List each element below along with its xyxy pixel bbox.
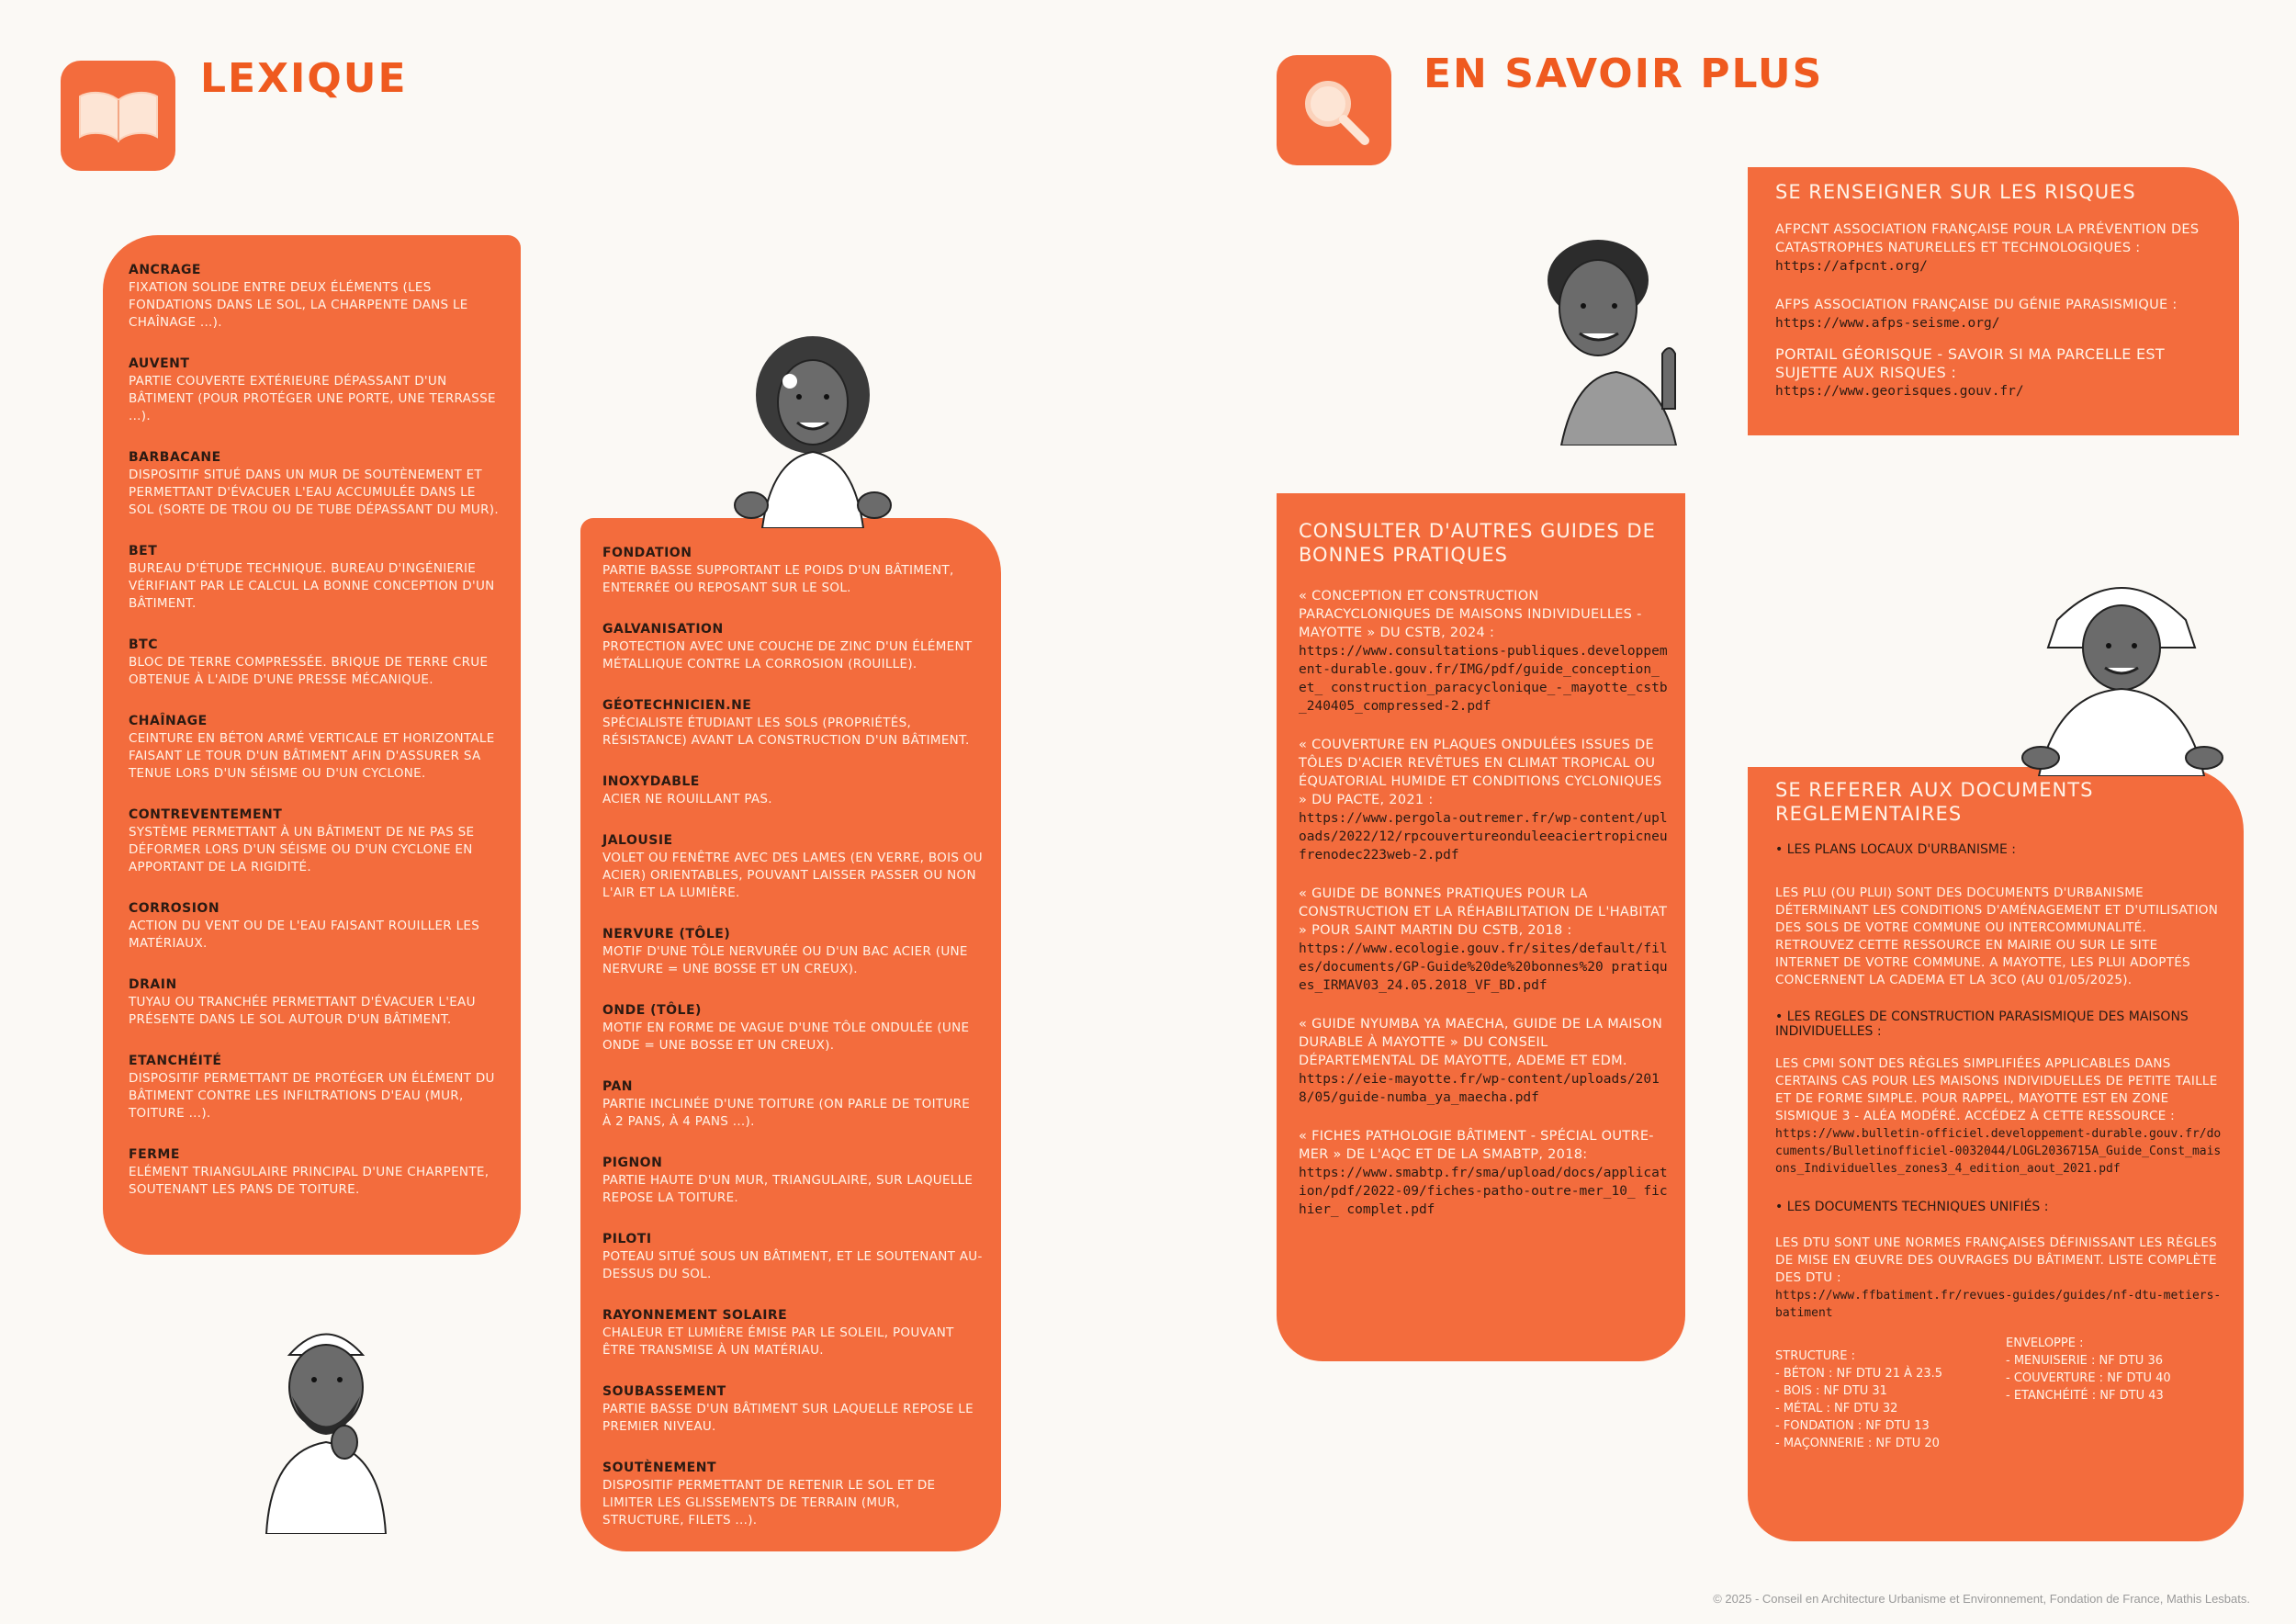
- lexicon-term: ANCRAGE: [129, 263, 201, 277]
- lexicon-definition: ELÉMENT TRIANGULAIRE PRINCIPAL D'UNE CHARPENTE, SOUTENANT LES PANS DE TOITURE.: [129, 1165, 490, 1197]
- lexicon-entry: [602, 774, 983, 808]
- regs-heading: SE REFERER AUX DOCUMENTS REGLEMENTAIRES: [1775, 779, 2094, 825]
- lexicon-entry: [602, 1232, 983, 1283]
- lexique-card-2: [580, 518, 1001, 1551]
- lexicon-term: ONDE (TÔLE): [602, 1003, 702, 1018]
- lexicon-definition: FIXATION SOLIDE ENTRE DEUX ÉLÉMENTS (LES FONDATIONS DANS LE SOL, LA CHARPENTE DANS LE CHAÎNAGE ...).: [129, 280, 468, 330]
- dtu-envelope-item: - ETANCHÉITÉ : NF DTU 43: [2006, 1389, 2164, 1403]
- lexicon-term: ETANCHÉITÉ: [129, 1054, 222, 1068]
- lexicon-definition: PROTECTION AVEC UNE COUCHE DE ZINC D'UN ÉLÉMENT MÉTALLIQUE CONTRE LA CORROSION (ROUILLE).: [602, 639, 973, 671]
- guide-2-text: « COUVERTURE EN PLAQUES ONDULÉES ISSUES DE TÔLES D'ACIER REVÊTUES EN CLIMAT TROPICAL OU ÉQUATORIAL HUMIDE ET CONDITIONS CYCLONIQUES » DU PACTE, 2021 :: [1299, 738, 1662, 807]
- regs-dtu-text: LES DTU SONT UNE NORMES FRANÇAISES DÉFINISSANT LES RÈGLES DE MISE EN ŒUVRE DES OUVRAGES DU BÂTIMENT. LISTE COMPLÈTE DES DTU :: [1775, 1235, 2218, 1285]
- lexicon-term: INOXYDABLE: [602, 774, 700, 789]
- lexique-title: LEXIQUE: [200, 55, 408, 102]
- dtu-structure-item: - MÉTAL : NF DTU 32: [1775, 1402, 1898, 1415]
- dtu-list: [1775, 1335, 2223, 1452]
- lexicon-entry: [602, 833, 983, 902]
- lexicon-term: BTC: [129, 637, 158, 652]
- lexicon-term: PILOTI: [602, 1232, 652, 1246]
- risks-afpcnt-link[interactable]: https://afpcnt.org/: [1775, 259, 1928, 274]
- risks-georisque-link[interactable]: https://www.georisques.gouv.fr/: [1775, 384, 2024, 399]
- lexicon-entry: [129, 263, 502, 332]
- dtu-structure-title: STRUCTURE :: [1775, 1349, 1856, 1363]
- lexicon-entry: [129, 356, 502, 425]
- lexicon-definition: VOLET OU FENÊTRE AVEC DES LAMES (EN VERRE, BOIS OU ACIER) ORIENTABLES, POUVANT LAISSER PASSER OU NON L'AIR ET LA LUMIÈRE.: [602, 851, 983, 900]
- lexicon-definition: PARTIE BASSE SUPPORTANT LE POIDS D'UN BÂTIMENT, ENTERRÉE OU REPOSANT SUR LE SOL.: [602, 563, 954, 595]
- lexicon-term: BARBACANE: [129, 450, 221, 465]
- regs-bullet-parasismique: • LES REGLES DE CONSTRUCTION PARASISMIQUE DES MAISONS INDIVIDUELLES :: [1775, 1009, 2189, 1039]
- lexicon-definition: CHALEUR ET LUMIÈRE ÉMISE PAR LE SOLEIL, POUVANT ÊTRE TRANSMISE À UN MATÉRIAU.: [602, 1325, 954, 1358]
- regs-card: [1748, 767, 2244, 1541]
- lexicon-term: SOUBASSEMENT: [602, 1384, 726, 1399]
- lexicon-term: CHAÎNAGE: [129, 714, 208, 728]
- dtu-envelope-title: ENVELOPPE :: [2006, 1336, 2084, 1350]
- lexicon-definition: PARTIE COUVERTE EXTÉRIEURE DÉPASSANT D'UN BÂTIMENT (POUR PROTÉGER UNE PORTE, UNE TERRASSE ...).: [129, 374, 496, 423]
- regs-bullet-plu: • LES PLANS LOCAUX D'URBANISME :: [1775, 842, 2016, 857]
- dtu-structure-item: - FONDATION : NF DTU 13: [1775, 1419, 1930, 1433]
- lexicon-term: RAYONNEMENT SOLAIRE: [602, 1308, 788, 1323]
- lexicon-definition: BUREAU D'ÉTUDE TECHNIQUE. BUREAU D'INGÉNIERIE VÉRIFIANT PAR LE CALCUL LA BONNE CONCEPTION D'UN BÂTIMENT.: [129, 561, 495, 611]
- lexicon-term: JALOUSIE: [602, 833, 673, 848]
- lexicon-term: BET: [129, 544, 158, 558]
- lexicon-definition: DISPOSITIF SITUÉ DANS UN MUR DE SOUTÈNEMENT ET PERMETTANT D'ÉVACUER L'EAU ACCUMULÉE DANS LE SOL (SORTE DE TROU OU DE TUBE DÉPASSANT DU MUR).: [129, 468, 499, 517]
- lexicon-definition: MOTIF D'UNE TÔLE NERVURÉE OU D'UN BAC ACIER (UNE NERVURE = UNE BOSSE ET UN CREUX).: [602, 944, 968, 976]
- dtu-structure-item: - MAÇONNERIE : NF DTU 20: [1775, 1437, 1940, 1450]
- woman-with-flower-illustration: [726, 331, 900, 528]
- lexicon-entry: [602, 698, 983, 750]
- lexicon-definition: PARTIE INCLINÉE D'UNE TOITURE (ON PARLE DE TOITURE À 2 PANS, À 4 PANS ...).: [602, 1097, 971, 1129]
- lexicon-definition: PARTIE BASSE D'UN BÂTIMENT SUR LAQUELLE REPOSE LE PREMIER NIVEAU.: [602, 1402, 974, 1434]
- lexicon-entry: [129, 901, 502, 953]
- lexicon-entry: [602, 1308, 983, 1359]
- woman-with-headscarf-illustration: [2020, 565, 2227, 776]
- lexicon-definition: BLOC DE TERRE COMPRESSÉE. BRIQUE DE TERRE CRUE OBTENUE À L'AIDE D'UNE PRESSE MÉCANIQUE.: [129, 655, 489, 687]
- lexicon-entry: [602, 622, 983, 673]
- regs-cpmi-link[interactable]: https://www.bulletin-officiel.developpement-durable.gouv.fr/documents/Bulletinofficiel-0032044/LOGL2036715A_Guide_Const_maisons_Individuelles_zones3_4_edition_aout_2021.pdf: [1775, 1127, 2222, 1176]
- risks-georisque-text: PORTAIL GÉORISQUE - SAVOIR SI MA PARCELLE EST SUJETTE AUX RISQUES :: [1775, 345, 2165, 381]
- lexicon-entry: [129, 714, 502, 783]
- man-pointing-illustration: [1525, 225, 1694, 445]
- lexicon-term: NERVURE (TÔLE): [602, 927, 731, 942]
- lexicon-entry: [602, 1156, 983, 1207]
- lexicon-entry: [129, 1147, 502, 1199]
- risks-heading: SE RENSEIGNER SUR LES RISQUES: [1775, 181, 2136, 203]
- lexicon-definition: MOTIF EN FORME DE VAGUE D'UNE TÔLE ONDULÉE (UNE ONDE = UNE BOSSE ET UN CREUX).: [602, 1021, 970, 1053]
- lexicon-term: PIGNON: [602, 1156, 663, 1170]
- dtu-structure-item: - BÉTON : NF DTU 21 À 23.5: [1775, 1367, 1943, 1381]
- risks-afps-link[interactable]: https://www.afps-seisme.org/: [1775, 316, 2000, 331]
- guide-2-link[interactable]: https://www.pergola-outremer.fr/wp-content/uploads/2022/12/rpcouvertureonduleeaciertropicneufrenodec223web-2.pdf: [1299, 811, 1668, 863]
- lexicon-definition: POTEAU SITUÉ SOUS UN BÂTIMENT, ET LE SOUTENANT AU-DESSUS DU SOL.: [602, 1249, 983, 1281]
- flower-icon: [782, 374, 797, 389]
- guide-4-link[interactable]: https://eie-mayotte.fr/wp-content/uploads/2018/05/guide-numba_ya_maecha.pdf: [1299, 1072, 1660, 1105]
- lexicon-entry: [129, 1054, 502, 1122]
- lexicon-term: FONDATION: [602, 546, 692, 560]
- lexicon-definition: ACIER NE ROUILLANT PAS.: [602, 792, 772, 806]
- guide-1-link[interactable]: https://www.consultations-publiques.developpement-durable.gouv.fr/IMG/pdf/guide_conception_ et_ construction_paracyclonique_-_mayotte_cstb_240405_compressed-2.pdf: [1299, 644, 1668, 714]
- lexicon-entry: [129, 450, 502, 519]
- lexicon-entry: [602, 1384, 983, 1436]
- lexicon-definition: DISPOSITIF PERMETTANT DE RETENIR LE SOL ET DE LIMITER LES GLISSEMENTS DE TERRAIN (MUR, STRUCTURE, FILETS ...).: [602, 1478, 936, 1528]
- lexicon-definition: DISPOSITIF PERMETTANT DE PROTÉGER UN ÉLÉMENT DU BÂTIMENT CONTRE LES INFILTRATIONS D'EAU (MUR, TOITURE ...).: [129, 1071, 495, 1121]
- risks-card: [1748, 167, 2239, 435]
- lexicon-term: DRAIN: [129, 977, 177, 992]
- lexicon-entry: [129, 544, 502, 613]
- lexicon-definition: PARTIE HAUTE D'UN MUR, TRIANGULAIRE, SUR LAQUELLE REPOSE LA TOITURE.: [602, 1173, 974, 1205]
- magnifier-icon: [1293, 69, 1376, 152]
- lexicon-entry: [602, 546, 983, 597]
- lexicon-term: GALVANISATION: [602, 622, 724, 637]
- guide-3-text: « GUIDE DE BONNES PRATIQUES POUR LA CONSTRUCTION ET LA RÉHABILITATION DE L'HABITAT » POUR SAINT MARTIN DU CSTB, 2018 :: [1299, 886, 1668, 938]
- lexique-card-1: [103, 235, 521, 1255]
- guide-5-link[interactable]: https://www.smabtp.fr/sma/upload/docs/application/pdf/2022-09/fiches-patho-outre-mer_10_ fichier_ complet.pdf: [1299, 1166, 1668, 1217]
- open-book-icon: [73, 84, 164, 148]
- lexicon-entry: [602, 1003, 983, 1054]
- copyright-footer: © 2025 - Conseil en Architecture Urbanisme et Environnement, Fondation de France, Mathis Lesbats.: [1713, 1592, 2250, 1606]
- lexicon-term: FERME: [129, 1147, 180, 1162]
- lexicon-definition: SPÉCIALISTE ÉTUDIANT LES SOLS (PROPRIÉTÉS, RÉSISTANCE) AVANT LA CONSTRUCTION D'UN BÂTIMENT.: [602, 716, 970, 748]
- regs-plu-text: LES PLU (OU PLUI) SONT DES DOCUMENTS D'URBANISME DÉTERMINANT LES CONDITIONS D'AMÉNAGEMENT ET D'UTILISATION DES SOLS DE VOTRE COMMUNE OU INTERCOMMUNALITÉ. RETROUVEZ CETTE RESSOURCE EN MAIRIE OU SUR LE SITE INTERNET DE VOTRE COMMUNE. A MAYOTTE, LES PLUI ADOPTÉS CONCERNENT LA CADEMA ET LA 3CO (AU 01/05/2025).: [1775, 885, 2219, 987]
- lexicon-term: CONTREVENTEMENT: [129, 807, 283, 822]
- lexicon-definition: TUYAU OU TRANCHÉE PERMETTANT D'ÉVACUER L'EAU PRÉSENTE DANS LE SOL AUTOUR D'UN BÂTIMENT.: [129, 995, 476, 1027]
- lexicon-entry: [129, 807, 502, 876]
- lexicon-term: PAN: [602, 1079, 634, 1094]
- dtu-envelope-item: - COUVERTURE : NF DTU 40: [2006, 1371, 2171, 1385]
- savoir-plus-icon-box: [1277, 55, 1391, 165]
- regs-cpmi-text: LES CPMI SONT DES RÈGLES SIMPLIFIÉES APPLICABLES DANS CERTAINS CAS POUR LES MAISONS INDIVIDUELLES DE PETITE TAILLE ET DE FORME SIMPLE. POUR RAPPEL, MAYOTTE EST EN ZONE SISMIQUE 3 - ALÉA MODÉRÉ. ACCÉDEZ À CETTE RESSOURCE :: [1775, 1056, 2218, 1123]
- lexicon-definition: SYSTÈME PERMETTANT À UN BÂTIMENT DE NE PAS SE DÉFORMER LORS D'UN SÉISME OU D'UN CYCLONE EN APPORTANT DE LA RIGIDITÉ.: [129, 825, 475, 874]
- lexicon-entry: [602, 1079, 983, 1131]
- lexicon-entry: [602, 927, 983, 978]
- lexicon-definition: ACTION DU VENT OU DE L'EAU FAISANT ROUILLER LES MATÉRIAUX.: [129, 919, 480, 951]
- dtu-envelope-item: - MENUISERIE : NF DTU 36: [2006, 1354, 2163, 1368]
- lexicon-term: SOUTÈNEMENT: [602, 1460, 717, 1475]
- risks-afps-text: AFPS ASSOCIATION FRANÇAISE DU GÉNIE PARASISMIQUE :: [1775, 298, 2178, 312]
- savoir-plus-title: EN SAVOIR PLUS: [1424, 51, 1824, 97]
- lexicon-term: CORROSION: [129, 901, 220, 916]
- dtu-structure-item: - BOIS : NF DTU 31: [1775, 1384, 1887, 1398]
- guide-1-text: « CONCEPTION ET CONSTRUCTION PARACYCLONIQUES DE MAISONS INDIVIDUELLES - MAYOTTE » DU CSTB, 2024 :: [1299, 589, 1642, 640]
- lexicon-entry: [129, 977, 502, 1029]
- lexique-icon-box: [61, 61, 175, 171]
- guides-heading: CONSULTER D'AUTRES GUIDES DE BONNES PRATIQUES: [1299, 520, 1656, 566]
- man-thinking-illustration: [257, 1304, 395, 1534]
- lexicon-entry: [129, 637, 502, 689]
- regs-dtu-link[interactable]: https://www.ffbatiment.fr/revues-guides/guides/nf-dtu-metiers-batiment: [1775, 1289, 2222, 1320]
- guide-4-text: « GUIDE NYUMBA YA MAECHA, GUIDE DE LA MAISON DURABLE À MAYOTTE » DU CONSEIL DÉPARTEMENTAL DE MAYOTTE, ADEME ET EDM.: [1299, 1017, 1663, 1068]
- lexicon-definition: CEINTURE EN BÉTON ARMÉ VERTICALE ET HORIZONTALE FAISANT LE TOUR D'UN BÂTIMENT AFIN D'ASSURER SA TENUE LORS D'UN SÉISME OU D'UN CYCLONE.: [129, 731, 495, 781]
- risks-afpcnt-text: AFPCNT ASSOCIATION FRANÇAISE POUR LA PRÉVENTION DES CATASTROPHES NATURELLES ET TECHNOLOGIQUES :: [1775, 222, 2200, 255]
- lexicon-term: GÉOTECHNICIEN.NE: [602, 698, 752, 713]
- guides-card: [1277, 493, 1685, 1361]
- guide-3-link[interactable]: https://www.ecologie.gouv.fr/sites/default/files/documents/GP-Guide%20de%20bonnes%20 pratiques_IRMAV03_24.05.2018_VF_BD.pdf: [1299, 942, 1668, 993]
- regs-bullet-dtu: • LES DOCUMENTS TECHNIQUES UNIFIÉS :: [1775, 1200, 2049, 1214]
- guide-5-text: « FICHES PATHOLOGIE BÂTIMENT - SPÉCIAL OUTRE-MER » DE L'AQC ET DE LA SMABTP, 2018:: [1299, 1129, 1654, 1162]
- lexicon-term: AUVENT: [129, 356, 190, 371]
- lexicon-entry: [602, 1460, 983, 1529]
